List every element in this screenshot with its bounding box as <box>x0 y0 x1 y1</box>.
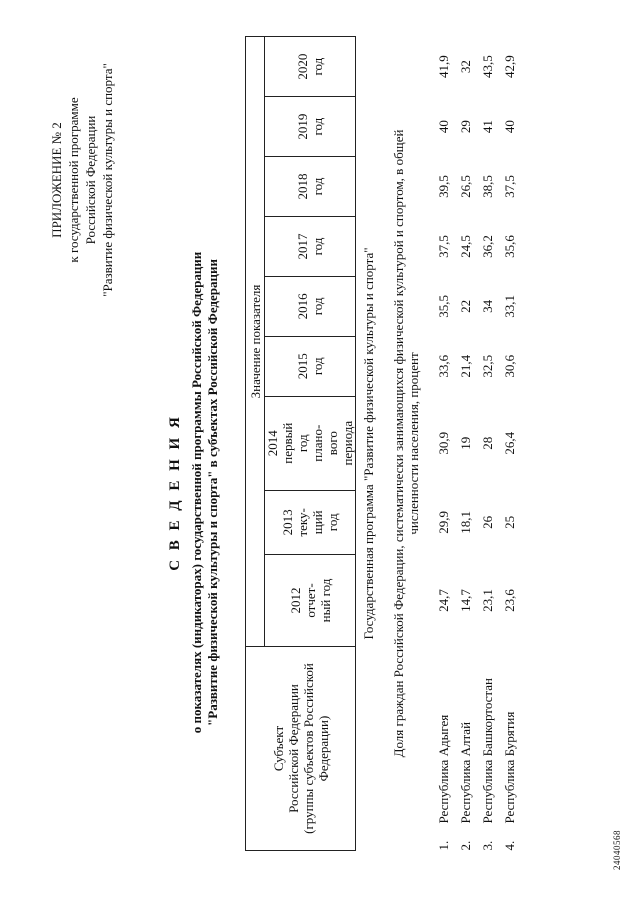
subject-header: Субъект Российской Федерации (группы субъектов Российской Федерации) <box>246 647 356 851</box>
cell-value: 40 <box>501 120 517 134</box>
cell-value: 26,5 <box>457 175 473 198</box>
indicators-table <box>245 36 520 851</box>
year-header: 2015 год <box>265 336 356 396</box>
cell-value: 22 <box>457 299 473 313</box>
cell-value: 14,7 <box>457 589 473 612</box>
cell-value: 34 <box>479 299 495 313</box>
cell-value: 24,5 <box>457 235 473 258</box>
cell-value: 36,2 <box>479 235 495 258</box>
year-header: 2019 год <box>265 97 356 157</box>
cell-value: 29 <box>457 120 473 134</box>
cell-value: 33,1 <box>501 295 517 318</box>
year-header: 2018 год <box>265 157 356 217</box>
cell-value: 37,5 <box>435 235 451 258</box>
cell-value: 43,5 <box>479 55 495 78</box>
cell-value: 24,7 <box>435 589 451 612</box>
row-index: 2. <box>457 840 473 851</box>
cell-value: 26 <box>479 515 495 529</box>
row-index: 1. <box>435 840 451 851</box>
cell-value: 18,1 <box>457 510 473 534</box>
cell-value: 30,6 <box>501 354 517 378</box>
document-subtitle: "Развитие физической культуры и спорта" в субъектах Российской Федерации <box>205 259 220 726</box>
row-subject: Республика Бурятия <box>501 711 517 824</box>
annex-line: "Развитие физической культуры и спорта" <box>100 63 115 297</box>
cell-value: 42,9 <box>501 55 517 78</box>
cell-value: 32,5 <box>479 354 495 378</box>
section-title: Государственная программа "Развитие физической культуры и спорта" <box>360 247 376 640</box>
cell-value: 23,6 <box>501 589 517 612</box>
row-subject: Республика Башкортостан <box>479 678 495 824</box>
row-index: 4. <box>501 840 517 851</box>
table-row <box>432 37 454 851</box>
indicator-title: Доля граждан Российской Федерации, систематически занимающихся физической культурой и спортом, в общей численности населения, процент <box>391 129 421 758</box>
cell-value: 26,4 <box>501 431 517 455</box>
cell-value: 41 <box>479 120 495 134</box>
cell-value: 29,9 <box>435 510 451 534</box>
document-heading <box>165 200 221 785</box>
cell-value: 19 <box>457 436 473 450</box>
indicator-row <box>380 37 432 851</box>
table-row <box>454 37 476 851</box>
year-header: 2020 год <box>265 37 356 97</box>
annex-line: Российской Федерации <box>83 115 98 245</box>
document-subtitle: о показателях (индикаторах) государственной программы Российской Федерации <box>189 251 204 734</box>
cell-value: 23,1 <box>479 589 495 612</box>
cell-value: 32 <box>457 60 473 74</box>
document-number: 24040568 <box>612 830 622 870</box>
year-header: 2014 первый год плано- вого периода <box>265 396 356 490</box>
year-header: 2016 год <box>265 276 356 336</box>
section-row <box>356 37 381 851</box>
annex-line: ПРИЛОЖЕНИЕ № 2 <box>49 122 64 238</box>
cell-value: 41,9 <box>435 55 451 78</box>
cell-value: 25 <box>501 515 517 529</box>
cell-value: 37,5 <box>501 175 517 198</box>
table-row <box>498 37 520 851</box>
cell-value: 30,9 <box>435 431 451 455</box>
cell-value: 35,5 <box>435 295 451 318</box>
row-subject: Республика Алтай <box>457 721 473 824</box>
row-subject: Республика Адыгея <box>435 714 451 824</box>
year-header: 2013 теку- щий год <box>265 490 356 554</box>
cell-value: 35,6 <box>501 235 517 258</box>
value-header: Значение показателя <box>246 37 265 647</box>
year-header: 2012 отчет- ный год <box>265 554 356 646</box>
cell-value: 21,4 <box>457 354 473 378</box>
row-index: 3. <box>479 840 495 851</box>
cell-value: 39,5 <box>435 175 451 198</box>
cell-value: 38,5 <box>479 175 495 198</box>
cell-value: 28 <box>479 436 495 450</box>
annex-line: к государственной программе <box>66 97 81 263</box>
table-row <box>476 37 498 851</box>
document-title: С В Е Д Е Н И Я <box>167 414 183 571</box>
cell-value: 40 <box>435 120 451 134</box>
cell-value: 33,6 <box>435 354 451 378</box>
annex-block <box>48 15 116 345</box>
year-header: 2017 год <box>265 216 356 276</box>
